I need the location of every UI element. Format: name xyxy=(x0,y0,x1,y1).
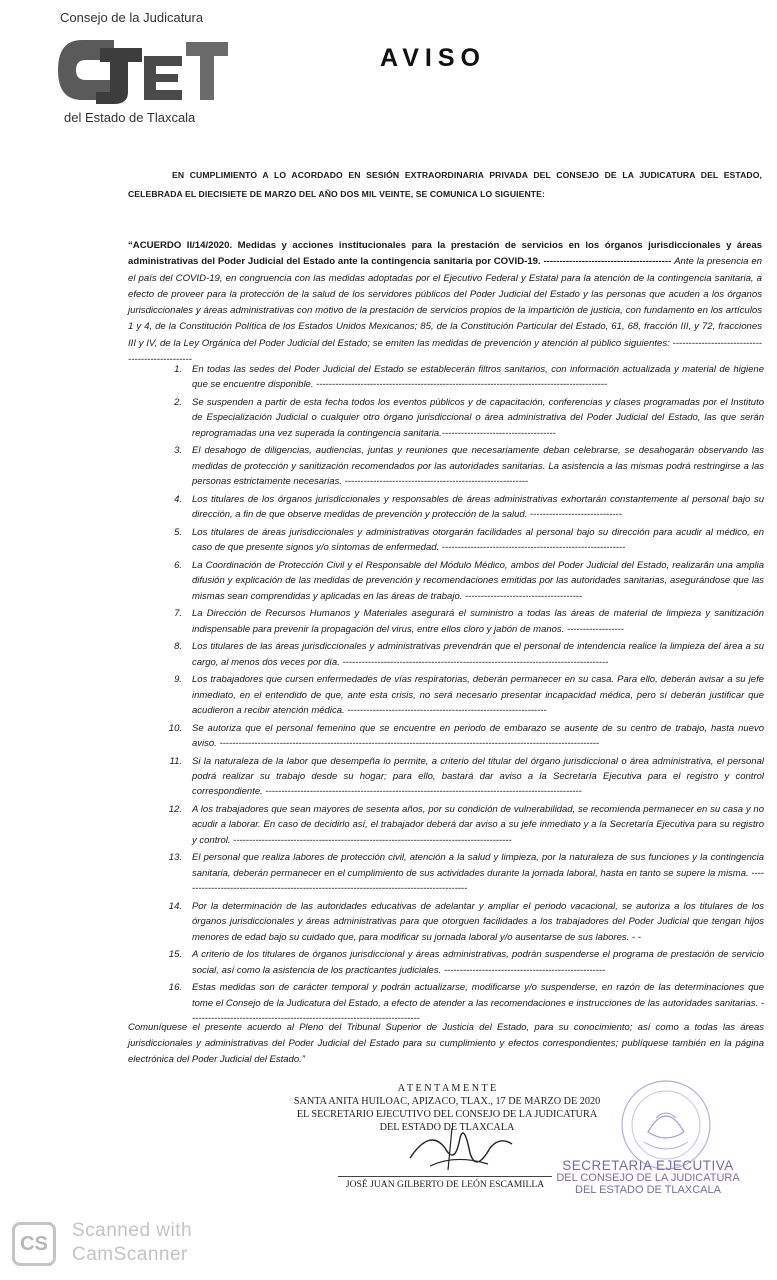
stamp-line3: DEL ESTADO DE TLAXCALA xyxy=(575,1184,721,1196)
signer-position-line2: DEL ESTADO DE TLAXCALA xyxy=(379,1122,515,1133)
logo-top-text: Consejo de la Judicatura xyxy=(60,10,204,25)
measure-number: 4. xyxy=(174,493,182,505)
measure-item xyxy=(128,362,764,393)
measure-text: El personal que realiza labores de protección civil, atención a la salud y limpieza, por la naturaleza de sus funciones y la contingencia sanitaria, deberán permanecer en el cumplimiento de sus actividades durante la jornada laboral, hasta en tanto se supere la misma. ------------------------------------------------------------------------------------------- xyxy=(192,852,764,895)
measure-text: El desahogo de diligencias, audiencias, juntas y reuniones que necesariamente deban celebrarse, se desahogarán observando las medidas de protección y sanitización recomendados por las autoridades sanitarias. La asistencia a las mismas podrá restringirse a las personas estrictamente necesarias. ---------------------------------------------------------- xyxy=(192,445,764,488)
measure-text: Se suspenden a partir de esta fecha todos los eventos públicos y de capacitación, conferencias y clases programadas por el Instituto de Especialización Judicial o cualquier otro órgano jurisdiccional o área administrativa del Poder Judicial del Estado, las que serán reprogramadas una vez superada la contingencia sanitaria.------------------------------------ xyxy=(192,397,764,439)
page-title: AVISO xyxy=(380,44,486,72)
measure-item xyxy=(128,492,764,523)
measure-item xyxy=(128,443,764,489)
measure-item xyxy=(128,639,764,670)
measures-list xyxy=(128,362,764,1029)
measure-item xyxy=(128,850,764,896)
measure-item xyxy=(128,672,764,718)
measure-item xyxy=(128,525,764,556)
measure-number: 8. xyxy=(174,641,182,653)
measure-text: A los trabajadores que sean mayores de sesenta años, por su condición de vulnerabilidad, se recomienda permanecer en su casa y no acudir a laborar. En caso de decidirlo así, el trabajador deberá dar aviso a su jefe inmediato y a la Secretaría Ejecutiva para su registro y control. ---------------------------------------------------------------------------------------- xyxy=(192,804,764,846)
secretaria-stamp xyxy=(556,1160,740,1196)
watermark-line2: CamScanner xyxy=(72,1244,188,1265)
measure-item xyxy=(128,721,764,752)
measure-number: 7. xyxy=(174,608,182,620)
signer-position-line1: EL SECRETARIO EJECUTIVO DEL CONSEJO DE LA JUDICATURA xyxy=(296,1109,598,1120)
logo-bottom-text: del Estado de Tlaxcala xyxy=(64,110,196,125)
measure-text: La Coordinación de Protección Civil y el Responsable del Módulo Médico, ambos del Poder Judicial del Estado, realizarán una amplia difusión y explicación de las medidas de prevención y recomendaciones emitidas por las autoridades sanitarias, asegurándose que las mismas sean comprendidas y aplicadas en las áreas de trabajo. ------------------------------------- xyxy=(192,559,764,602)
measure-text: Por la determinación de las autoridades educativas de adelantar y ampliar el periodo vacacional, se autoriza a los titulares de los órganos jurisdiccionales y áreas administrativas para que otorguen facilidades a los trabajadores del Poder Judicial que tengan hijos menores de edad bajo su cuidado que, para modificar su jornada laboral y/o ausentarse de sus labores. - - xyxy=(192,900,764,943)
measure-item xyxy=(128,947,764,978)
place-date: SANTA ANITA HUILOAC, APIZACO, TLAX., 17 DE MARZO DE 2020 xyxy=(293,1096,601,1107)
measure-text: A criterio de los titulares de órganos jurisdiccional y áreas administrativas, podrán suspenderse el programa de prestación de servicio social, así como la asistencia de los practicantes judiciales. --------------------------------------------------- xyxy=(192,949,764,976)
measure-number: 9. xyxy=(174,674,182,686)
camscanner-icon: CS xyxy=(12,1222,56,1266)
measure-item xyxy=(128,606,764,637)
acuerdo-body xyxy=(128,238,762,368)
measure-text: Los trabajadores que cursen enfermedades de vías respiratorias, deberán permanecer en su casa. Para ello, deberán avisar a su jefe inmediato, en el entendido de que, ante esta crisis, no será necesario presentar incapacidad médica, pero sí deberán justificar que acudieron a recibir atención médica. --------------------------------------------------------------- xyxy=(192,674,764,717)
signer-name: JOSÉ JUAN GILBERTO DE LEÓN ESCAMILLA xyxy=(338,1176,552,1190)
measure-number: 3. xyxy=(174,445,182,457)
measure-item xyxy=(128,558,764,604)
cjet-logo-mark xyxy=(52,30,232,110)
measure-number: 1. xyxy=(174,364,182,375)
measure-text: La Dirección de Recursos Humanos y Materiales asegurará el suministro a todas las áreas de material de limpieza y sanitización indispensable para prevenir la propagación del virus, entre ellos cloro y jabón de manos. ------------------ xyxy=(192,608,764,635)
measure-text: Estas medidas son de carácter temporal y podrán actualizarse, modificarse y/o suspenderse, en razón de las determinaciones que tome el Consejo de la Judicatura del Estado, a efecto de atender a las recomendaciones e instrucciones de las autoridades sanitarias. ------------------------------------------------------------------------- xyxy=(192,982,764,1025)
measure-text: Los titulares de los órganos jurisdiccionales y responsables de áreas administrativas exhortarán constantemente al personal bajo su dirección, a fin de que observe medidas de prevención y protección de la salud. ----------------------------- xyxy=(192,493,764,521)
measure-item xyxy=(128,899,764,945)
measure-number: 12. xyxy=(168,804,182,816)
closing-paragraph: Comuníquese el presente acuerdo al Pleno del Tribunal Superior de Justicia del Estado, para su conocimiento; así como a todas las áreas jurisdiccionales y administrativas del Poder Judicial del Estado para su cumplimiento y efectos correspondientes; publíquese también en la página electrónica del Poder Judicial del Estado.” xyxy=(128,1022,764,1065)
measure-text: Si la naturaleza de la labor que desempeña lo permite, a criterio del titular del órgano jurisdiccional o área administrativa, el personal podrá realizar su trabajo desde su hogar; para ello, bastará dar aviso a la Secretaría Ejecutiva para el registro y control correspondiente. ---------------------------------------------------------------------------------------------------- xyxy=(192,755,764,798)
intro-paragraph: EN CUMPLIMIENTO A LO ACORDADO EN SESIÓN EXTRAORDINARIA PRIVADA DEL CONSEJO DE LA JUDICATURA DEL ESTADO, CELEBRADA EL DIECISIETE DE MARZO DEL AÑO DOS MIL VEINTE, SE COMUNICA LO SIGUIENTE: xyxy=(128,170,762,199)
measure-number: 5. xyxy=(174,526,182,538)
acuerdo-title: “ACUERDO II/14/2020. Medidas y acciones institucionales para la prestación de servicios en los órganos jurisdiccionales y áreas administrativas del Poder Judicial del Estado ante la contingencia sanitaria por COVID-19. ---------------------------------------- xyxy=(128,240,762,268)
measure-item xyxy=(128,802,764,848)
atentamente-label: A T E N T A M E N T E xyxy=(397,1083,497,1094)
measure-number: 10. xyxy=(168,722,182,734)
handwritten-signature xyxy=(400,1118,520,1178)
measure-item xyxy=(128,395,764,441)
measure-number: 2. xyxy=(174,397,182,408)
measure-number: 16. xyxy=(168,982,182,994)
watermark-line1: Scanned with xyxy=(72,1220,193,1241)
measure-number: 6. xyxy=(174,559,182,571)
measure-text: Los titulares de las áreas jurisdiccionales y administrativas prevendrán que el personal de intendencia realice la limpieza del área a su cargo, al menos dos veces por día. ------------------------------------------------------------------------------------ xyxy=(192,641,764,668)
measure-number: 14. xyxy=(168,900,182,912)
cjet-logo xyxy=(52,10,242,130)
measure-text: En todas las sedes del Poder Judicial del Estado se establecerán filtros sanitarios, con información actualizada y material de higiene que se encuentre disponible. -------------------------------------------------------------------------------------------- xyxy=(192,364,764,391)
measure-number: 15. xyxy=(168,949,182,961)
camscanner-watermark xyxy=(12,1220,232,1270)
measure-text: Se autoriza que el personal femenino que se encuentre en periodo de embarazo se ausente de su centro de trabajo, hasta nuevo aviso. ------------------------------------------------------------------------------------------------------------------------ xyxy=(192,722,764,750)
official-seal-icon xyxy=(596,1070,736,1170)
measure-number: 13. xyxy=(168,852,182,864)
acuerdo-preamble: Ante la presencia en el país del COVID-19, en congruencia con las medidas adoptadas por el Ejecutivo Federal y Estatal para la atención de la contingencia sanitaria, a efecto de proveer para la protección de la salud de los servidores públicos del Poder Judicial del Estado y las personas que acuden a los órganos jurisdiccionales y áreas administrativas con motivo de la prestación de servicios propios de la impartición de justicia, con fundamento en los artículos 1 y 4, de la Constitución Política de los Estados Unidos Mexicanos; 85, de la Constitución Particular del Estado, 61, 68, fracción III, y 72, fracciones III y IV, de la Ley Orgánica del Poder Judicial del Estado; se emiten las medidas de prevención y atención al público siguientes: ------------------------------------------------ xyxy=(128,256,763,366)
stamp-line2: DEL CONSEJO DE LA JUDICATURA xyxy=(556,1172,740,1184)
measure-item xyxy=(128,754,764,800)
measure-number: 11. xyxy=(169,755,182,767)
stamp-line1: SECRETARIA EJECUTIVA xyxy=(562,1158,734,1173)
measure-text: Los titulares de áreas jurisdiccionales y administrativas otorgarán facilidades al personal bajo su dirección para acudir al médico, en caso de que presente signos y/o síntomas de enfermedad. ---------------------------------------------------------- xyxy=(192,526,764,554)
